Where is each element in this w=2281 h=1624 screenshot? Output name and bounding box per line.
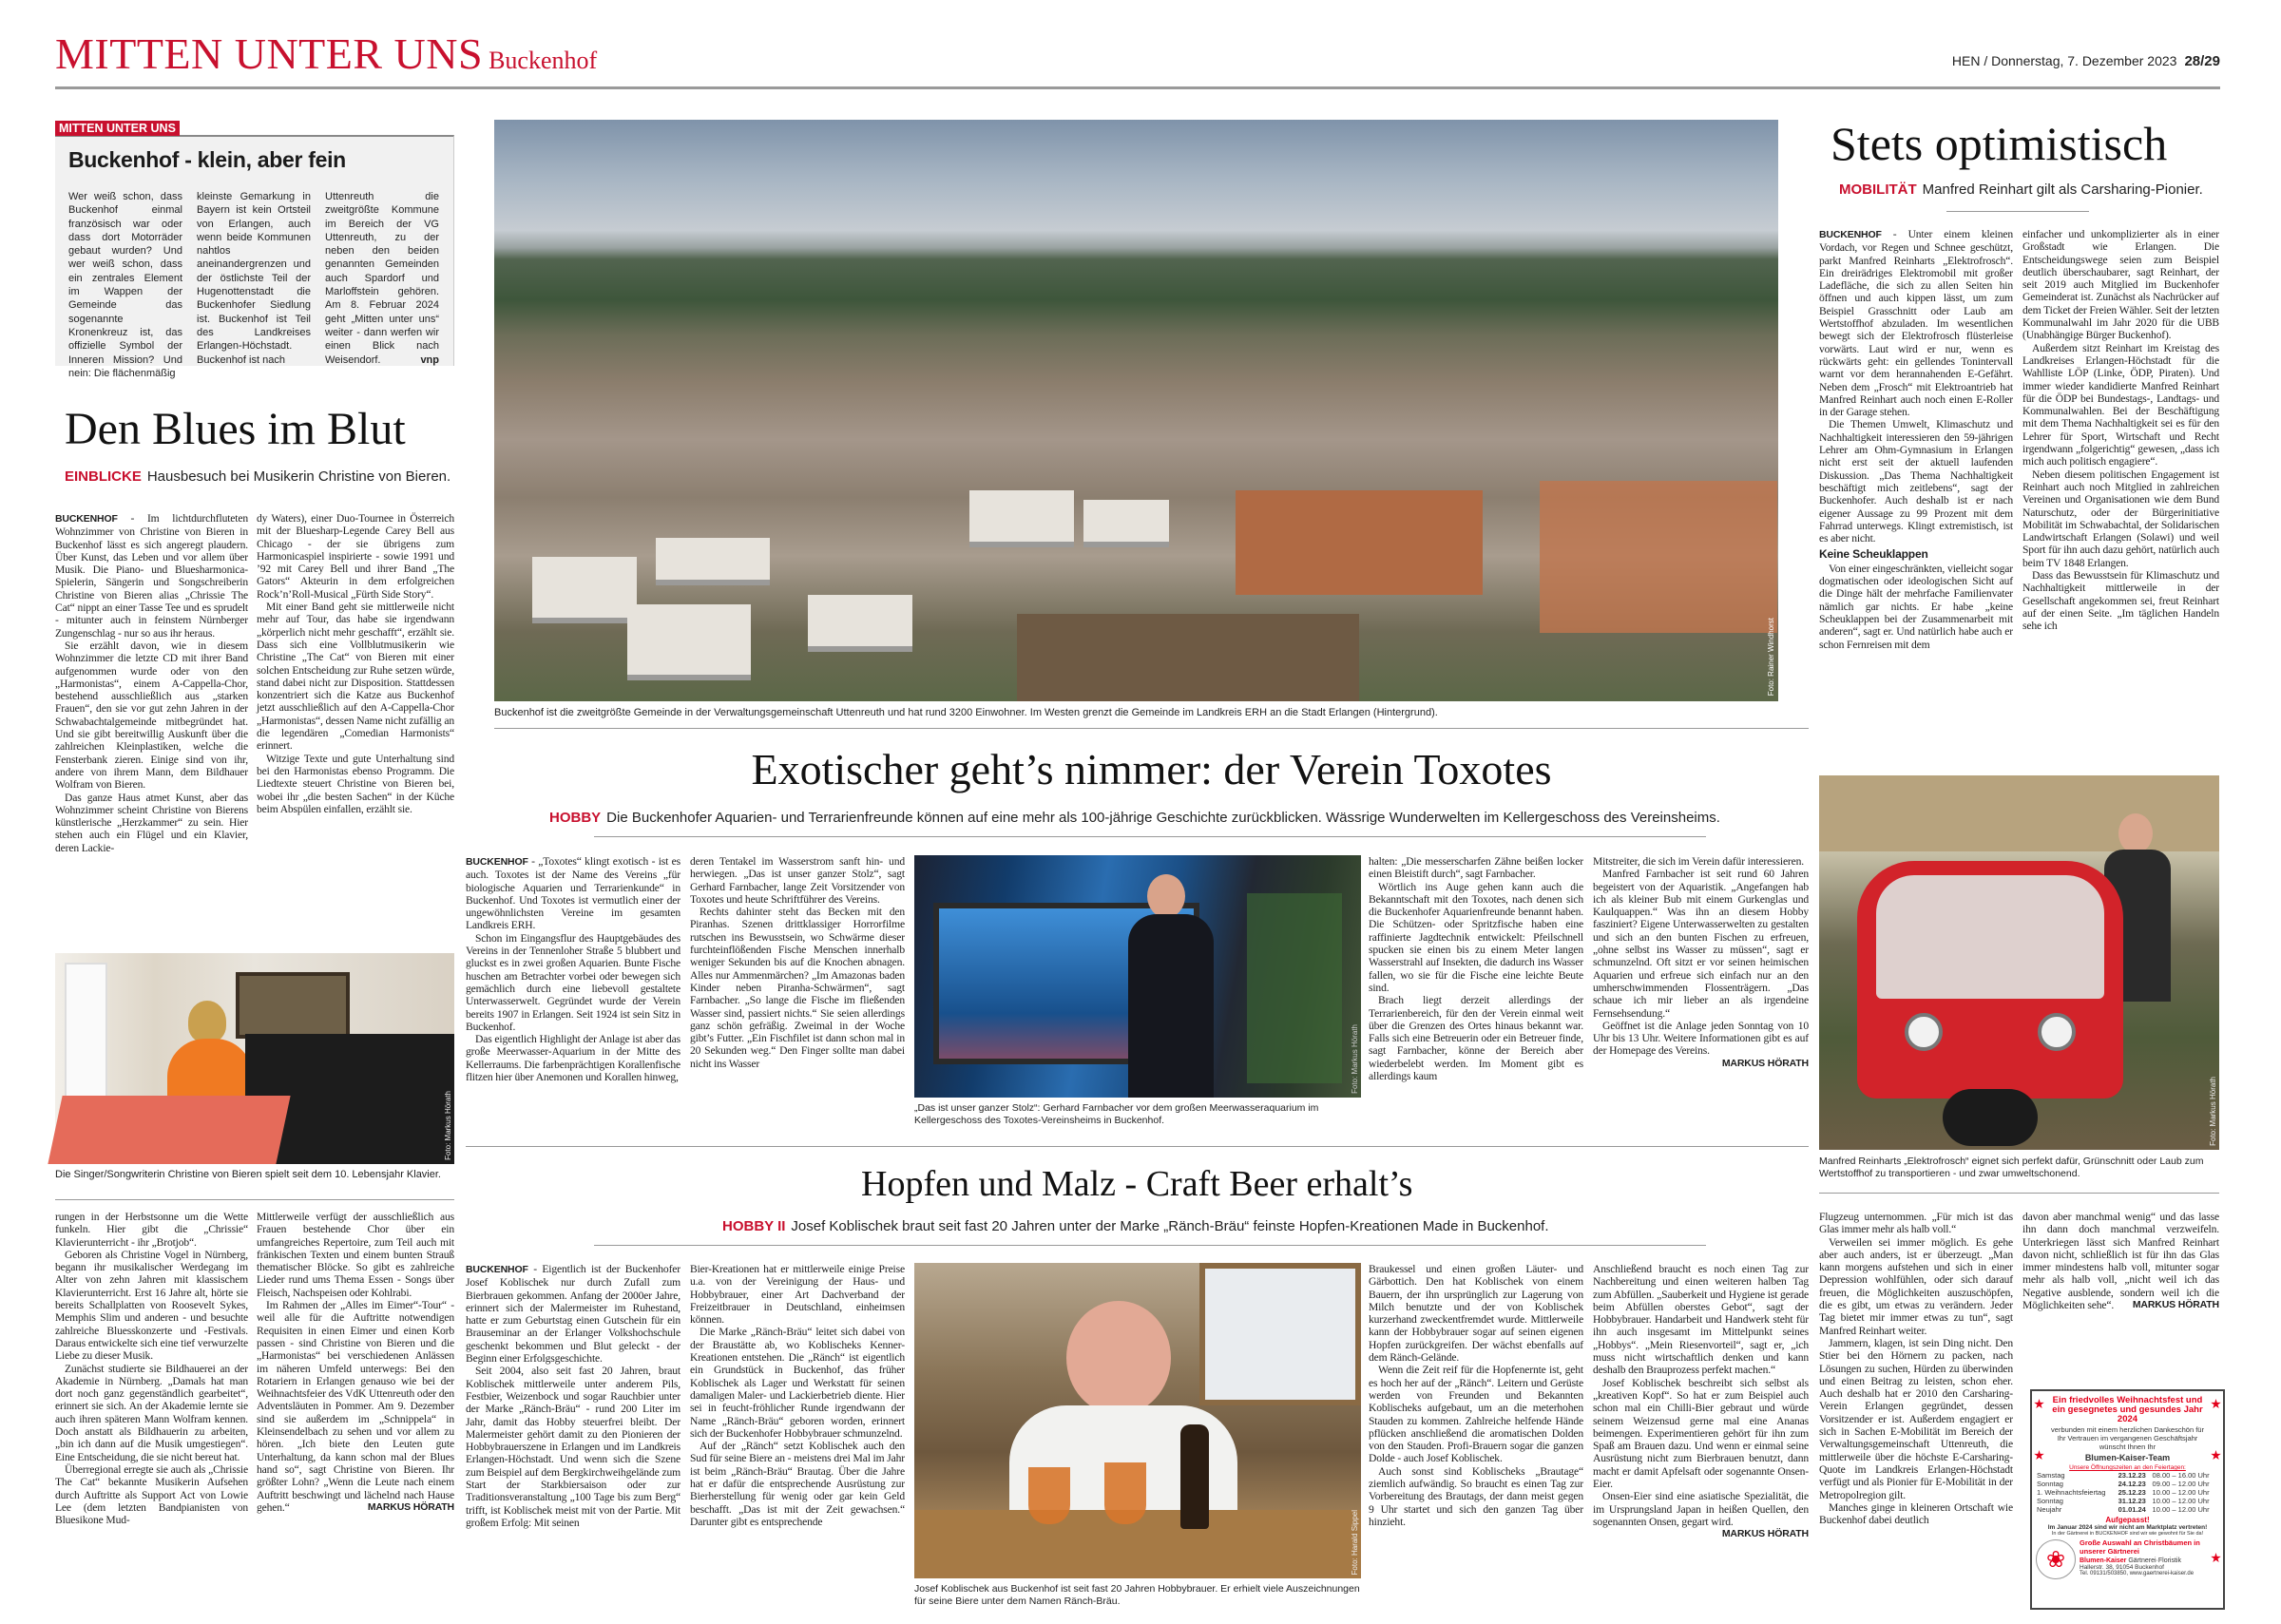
paragraph-text: Von einer eingeschränkten, vielleicht sogar dogmatischen oder ideologischen Sicht auf die Dinge hält der mehrfache Familienvater nämlich gar nichts. Er habe „keine Scheuklappen bei der Zusammenarbeit mit anderen“, sagt er. Und natürlich habe auch er schon Fernreisen mit dem	[1819, 562, 2013, 651]
paragraph	[690, 906, 905, 1070]
paragraph-text: Die Marke „Ränch-Bräu“ leitet sich dabei von der Braustätte ab, wo Koblischeks Kenner-Kreationen entstehen. Die „Ränch“ ist eigentlich ein Grundstück in Buckenhof, das früher Koblischek als Lager und Werkstatt für seinen damaligen Maler- und Lackierbetrieb diente. Hier sei in feucht-fröhlicher Runde irgendwann der Name „Ränch-Bräu“ geboren worden, erinnert sich der Buckenhofer Hobbybrauer schmunzelnd.	[690, 1326, 905, 1440]
paragraph	[55, 1463, 248, 1526]
paragraph-text: Flugzeug unternommen. „Für mich ist das Glas immer mehr als halb voll.“	[1819, 1211, 2013, 1236]
ad-notice2: In der Gärtnerei in BUCKENHOF sind wir wie gewohnt für Sie da!	[2051, 1531, 2204, 1537]
photo-credit: Foto: Harald Sippel	[1351, 1509, 1359, 1575]
paragraph-text: Witzige Texte und gute Unterhaltung sind bei den Harmonistas ebenso Programm. Die Liedtexte steuert Christine von Bieren bei, wobei ihr „die besten Sachen“ in der Küche beim Abspülen einfallen, erzählt sie.	[257, 752, 454, 815]
paragraph-text: Das eigentlich Highlight der Anlage ist aber das große Meerwasser-Aquarium in der Mitte des Kellerraums. Die farbenprächtigen Korallenfische flitzen hier über Anemonen und Korallen hinweg,	[466, 1033, 680, 1084]
paragraph-text: Manches ginge in kleineren Ortschaft wie Buckenhof dabei deutlich	[1819, 1500, 2013, 1527]
photo-credit: Foto: Markus Hörath	[444, 1091, 452, 1160]
subline: Die Buckenhofer Aquarien- und Terrarienfreunde können auf eine mehr als 100-jährige Geschichte zurückblicken. Wässrige Wunderwelten im Kellergeschoss des Vereinsheims.	[606, 810, 1720, 826]
divider	[1819, 1193, 2219, 1194]
article-column	[466, 855, 680, 1133]
subheading: Keine Scheuklappen	[1819, 547, 1928, 562]
article-column	[55, 1211, 248, 1610]
paragraph-text: Seit 2004, also seit fast 20 Jahren, braut Koblischek mittlerweile unter anderem Pils, Festbier, Weizenbock und sogar Rauchbier unter der Marke „Ränch-Bräu“ - rund 200 Liter im Jahr, damit das Hobby steuerfrei bleibt. Der Malermeister gehört damit zu den Pionieren der Hobbybrauerszene in Erlangen und im Landkreis Erlangen-Höchstadt. Und wenn sich die Szene zum Beispiel auf dem Bergkirchweihgelände zum Start der Starkbiersaison oder zur Traditionsveranstaltung „100 Tage bis zum Berg“ trifft, ist Koblischek meist mit von der Partie. Mit großem Erfolg: Mit seinen	[466, 1365, 680, 1529]
paragraph	[1819, 563, 2013, 651]
paragraph-text: Jammern, klagen, ist sein Ding nicht. Den Stier bei den Hörnern zu packen, nach Lösungen zu suchen, Hürden zu überwinden und einen Beitrag zu leisten, schon eher. Auch deshalb hat er 2010 den Carsharing-Verein Erlangen gegründet, dessen Vorsitzender er ist. Außerdem engagiert er sich in Sachen E-Mobilität im Bereich der Verwaltungsgemeinschaft Uttenreuth, die mittlerweile über die höchste E-Carsharing-Quote im Landkreis Erlangen-Höchstadt verfügt und als Pionier für E-Mobilität in der Metropolregion gilt.	[1819, 1336, 2013, 1501]
divider	[494, 728, 1809, 729]
paragraph-text: Bier-Kreationen hat er mittlerweile einige Preise u.a. von der Vereinigung der Haus- und Hobbybrauer, einer Art Dachverband der Freizeitbrauer in Deutschland, einheimsen können.	[690, 1263, 905, 1327]
paragraph-text: einfacher und unkomplizierter als in einer Großstadt wie Erlangen. Die Entscheidungswege seien zum Beispiel deutlich überschaubarer, sagt Reinhart, der seit 2019 auch Mitglied im Buckenhofer Gemeinderat ist. Zunächst als Nachrücker auf dem Ticket der Freien Wähler. Seit der letzten Kommunalwahl im Jahr 2020 für die UBB (Unabhängige Bürger Buckenhof).	[2022, 228, 2219, 342]
paragraph-text: Mit einer Band geht sie mittlerweile nicht mehr auf Tour, das habe sie irgendwann „körperlich nicht mehr geschafft“, erzählt sie. Dass sich eine Vollblutmusikerin wie Christine „The Cat“ von Bieren mit einer solchen Entscheidung zur Ruhe setzen würde, stand dabei nicht zur Disposition. Stattdessen konzentriert sich die Katze aus Buckenhof jetzt ausschließlich auf den A-Cappella-Chor „Harmonistas“, dessen Name nicht zufällig an die legendären „Comedian Harmonists“ erinnert.	[257, 601, 454, 753]
ad-hours-date: 23.12.23	[2118, 1471, 2146, 1480]
article-column	[257, 512, 454, 928]
paragraph-text: Die Themen Umwelt, Klimaschutz und Nachhaltigkeit interessieren den 59-jährigen Lehrer am Ohm-Gymnasium in Erlangen nicht erst seit der aktuell laufenden Diskussion. „Das Thema Nachhaltigkeit beschäftigt mich zeitlebens“, sagt der Buckenhofer. Auch deshalb ist er nach eigener Aussage zu 99 Prozent mit dem Fahrrad unterwegs. Klingt extremistisch, ist es aber nicht.	[1819, 418, 2013, 545]
paragraph-text: Außerdem sitzt Reinhart im Kreistag des Landkreises Erlangen-Höchstadt für die Wahlliste LÖP (Linke, ÖDP, Piraten). Und immer wieder kandidierte Manfred Reinhart für die ÖDP bei Bundestags-, Landtags- und Kommunalwahlen. Bei der Beschäftigung mit dem Thema Nachhaltigkeit sei es für den Lehrer für Sport, Wirtschaft und Recht irgendwann „folgerichtig“ gewesen, „dass ich mich auch politisch engagiere“.	[2022, 341, 2219, 468]
ad-brand: Blumen-Kaiser	[2080, 1557, 2127, 1564]
window	[1199, 1263, 1361, 1405]
rose-icon: ❀	[2045, 1546, 2066, 1573]
paragraph	[55, 1363, 248, 1463]
article-column	[55, 512, 248, 928]
paragraph	[1593, 868, 1809, 1020]
ad-brand-sub: Gärtnerei·Floristik	[2128, 1557, 2181, 1564]
paragraph-text: Geboren als Christine Vogel in Nürnberg, begann ihr musikalischer Werdegang im Alter von zehn Jahren mit klassischem Klavierunterricht. Erst 16 Jahre alt, hörte sie bereits Schallplatten von Roosevelt Sykes, Memphis Slim und anderen - und besuchte zahlreiche Bluesskonzerte und -Festivals. Daraus entwickelte sich eine tief verwurzelte Liebe zu dieser Musik.	[55, 1248, 248, 1363]
article-column	[690, 1263, 905, 1611]
beer-glass	[1104, 1462, 1146, 1524]
header-divider	[55, 86, 2220, 89]
info-box-col	[197, 190, 311, 366]
stets-subline	[1839, 182, 2203, 198]
paragraph	[55, 1249, 248, 1363]
red-roofs	[1540, 481, 1777, 633]
ad-offer: Große Auswahl an Christbäumen in unserer Gärtnerei	[2080, 1538, 2200, 1556]
paragraph	[1369, 1364, 1583, 1464]
paragraph	[2022, 342, 2219, 468]
toxotes-headline: Exotischer geht’s nimmer: der Verein Toxotes	[751, 745, 1552, 793]
paragraph	[1819, 1501, 2013, 1527]
paragraph	[2022, 1211, 2219, 1311]
paragraph-text: Zunächst studierte sie Bildhauerei an der Akademie in Nürnberg. „Damals hat man dort noch ganz gegenständlich gearbeitet“, erinnert sie sich. An der Akademie lernte sie auch ihren späteren Mann Wolfram kennen. Doch anstatt als Bildhauerin zu arbeiten, „bin ich dann auf die Musik umgestiegen“. Eine Entscheidung, die sie nicht bereut hat.	[55, 1362, 248, 1463]
paragraph	[55, 1211, 248, 1249]
hopfen-headline: Hopfen und Malz - Craft Beer erhalt’s	[861, 1164, 1413, 1204]
pink-tabletop	[48, 1096, 290, 1164]
building	[969, 490, 1074, 547]
red-roofs	[1236, 490, 1483, 595]
paragraph	[55, 512, 248, 640]
paragraph	[2022, 468, 2219, 569]
singer-caption: Die Singer/Songwriterin Christine von Bieren spielt seit dem 10. Lebensjahr Klavier.	[55, 1169, 441, 1180]
ad-hours-title: Unsere Öffnungszeiten an den Feiertagen:	[2069, 1464, 2186, 1471]
ad-hours-time: 10.00 – 12.00 Uhr	[2152, 1497, 2210, 1505]
ad-text: verbunden mit einem herzlichen Dankeschön für Ihr Vertrauen im vergangenen Geschäftsjahr wünscht Ihnen Ihr	[2051, 1425, 2204, 1451]
person-jacket	[1128, 914, 1214, 1098]
paragraph-text: Rechts dahinter steht das Becken mit den Piranhas. Szenen drittklassiger Horrorfilme rutschen ins Bewusstsein, wo Schwärme dieser furchteinflößenden Fische Menschen innerhalb weniger Sekunden bis auf die Knochen abnagen. Alles nur Ammenmärchen? „Im Amazonas baden Kinder neben Piranha-Schwärmen“, sagt Farnbacher. „So lange die Fische im fließenden Wasser sind, passiert nichts.“ Sie seien allerdings ganz schön gefräßig. Zweimal in der Woche gibt’s Futter. „Ein Fischfilet ist dann schon mal in 20 Sekunden weg.“ Den Finger sollte man dabei nicht ins Wasser	[690, 906, 905, 1070]
kicker: HOBBY	[549, 810, 602, 826]
info-text: Uttenreuth die zweitgrößte Kommune im Bereich der VG Uttenreuth, zu der neben den beiden genannten Gemeinden auch Spardorf und Marloffstein gehören. Am 8. Februar 2024 geht „Mitten unter uns“ weiter - dann werfen wir einen Blick nach Weisendorf.	[325, 191, 439, 366]
aerial-caption: Buckenhof ist die zweitgrößte Gemeinde in der Verwaltungsgemeinschaft Uttenreuth und hat rund 3200 Einwohner. Im Westen grenzt die Gemeinde im Landkreis ERH an die Stadt Erlangen (Hintergrund).	[494, 707, 1438, 718]
photo-credit: Foto: Rainer Windhorst	[1767, 617, 1775, 696]
kicker: EINBLICKE	[65, 468, 142, 485]
paragraph-text: Anschließend braucht es noch einen Tag zur Nachbereitung und einen weiteren halben Tag zum Abfüllen. „Sauberkeit und Hygiene ist gerade beim Abfüllen oberstes Gebot“, sagt der Hobbybrauer. Handarbeit und Handwerk steht für ihn auch insgesamt im Mittelpunkt seines „Hobbys“. „Mein Riesenvorteil“, sagt er, „ich muss nicht wirtschaftlich denken und kann deshalb den Brauprozess perfekt machen.“	[1593, 1263, 1809, 1377]
paragraph	[1593, 1377, 1809, 1491]
paragraph-text: Auf der „Ränch“ setzt Koblischek auch den Sud für seine Biere an - meistens drei Mal im Jahr ist beim „Ränch-Bräu“ Brautag. Über die Jahre hat er dafür die entsprechende Ausrüstung zur Bierherstellung für wenig oder gar kein Geld beschafft. „Das ist mit der Zeit gewachsen.“ Darunter gibt es entsprechende	[690, 1440, 905, 1528]
info-box-col	[325, 190, 439, 366]
dateline-location: BUCKENHOF	[55, 513, 118, 525]
ad-hours-time: 10.00 – 12.00 Uhr	[2152, 1488, 2210, 1497]
paragraph	[55, 640, 248, 792]
ad-notice: Im Januar 2024 sind wir nicht am Marktplatz vertreten!	[2047, 1524, 2208, 1531]
article-column	[2022, 228, 2219, 747]
paragraph	[1369, 994, 1583, 1082]
paragraph	[257, 1299, 454, 1514]
building	[656, 538, 770, 585]
ad-hours-date: 24.12.23	[2118, 1480, 2146, 1488]
elektrofrosch-photo	[1819, 775, 2219, 1150]
ad-hours-time: 08.00 – 16.00 Uhr	[2152, 1471, 2210, 1480]
divider	[466, 1146, 1809, 1147]
byline: MARKUS HÖRATH	[1721, 1057, 1809, 1069]
ad-hours-time: 10.00 – 12.00 Uhr	[2152, 1505, 2210, 1514]
paragraph	[1593, 1019, 1809, 1069]
byline: MARKUS HÖRATH	[367, 1500, 454, 1513]
paragraph	[2022, 569, 2219, 632]
info-text: Wer weiß schon, dass Buckenhof einmal französisch war oder dass dort Motorräder gebaut wurden? Und wer weiß schon, dass ein zentrales Element im Wappen der Gemeinde das sogenannte Kronenkreuz ist, das offizielle Symbol der Inneren Mission? Und nein: Die flächenmäßig	[68, 191, 182, 379]
windshield	[1876, 875, 2104, 999]
paragraph-text: Manfred Farnbacher ist seit rund 60 Jahren begeistert von der Aquaristik. „Angefangen hab ich als kleiner Bub mit einem Gurkenglas und Kaulquappen.“ Was ihn an diesem Hobby fasziniert? Eigene Unterwasserwelten zu gestalten und sich an den bunten Fischen zu erfreuen, „ohne selbst ins Wasser zu müssen“, sagt er schmunzelnd. Oft sitzt er vor seinen heimischen Aquarien und erfreue sich einfach nur an den umherschwimmenden Flossenträgern. „Das schaue ich mir lieber an als irgendeine Fernsehsendung.“	[1593, 868, 1809, 1020]
subline: Manfred Reinhart gilt als Carsharing-Pionier.	[1922, 182, 2203, 198]
photo-credit: Foto: Markus Hörath	[2209, 1077, 2217, 1146]
ad-hours-row	[2036, 1471, 2219, 1480]
paragraph	[466, 1263, 680, 1365]
page-numbers: 28/29	[2184, 53, 2220, 69]
section-title: MITTEN UNTER UNS	[55, 29, 484, 78]
aquarium-caption: „Das ist unser ganzer Stolz“: Gerhard Farnbacher vor dem großen Meerwasseraquarium im Kellergeschoss des Toxotes-Vereinsheims in Buckenhof.	[914, 1102, 1319, 1126]
paragraph	[1369, 1263, 1583, 1364]
paragraph	[1369, 855, 1583, 881]
info-text: kleinste Gemarkung in Bayern ist kein Ortsteil von Erlangen, auch wenn beide Kommunen nahtlos aneinandergrenzen und der östlichste Teil der Hugenottenstadt die Buckenhofer Siedlung ist. Buckenhof ist Teil des Landkreises Erlangen-Höchstadt. Buckenhof ist nach	[197, 191, 311, 366]
ad-hours-row	[2036, 1488, 2219, 1497]
byline: MARKUS HÖRATH	[1721, 1528, 1809, 1540]
divider	[594, 836, 1706, 837]
dateline	[1952, 53, 2220, 69]
rose-logo	[2036, 1539, 2076, 1579]
paragraph-text: - Eigentlich ist der Buckenhofer Josef Koblischek nur durch Zufall zum Bierbrauen gekommen. Anfang der 2000er Jahre, erinnert sich der Malermeister im Ruhestand, hatte er zum Geburtstag einen Gutschein für ein Brauseminar an der Erlanger Volkshochschule geschenkt bekommen und Blut geleckt - der Beginn einer Erfolgsgeschichte.	[466, 1263, 680, 1366]
info-box-title: Buckenhof - klein, aber fein	[68, 147, 346, 172]
subline: Josef Koblischek braut seit fast 20 Jahren unter der Marke „Ränch-Bräu“ feinste Hopfen-Kreationen Made in Buckenhof.	[791, 1218, 1549, 1234]
singer-photo	[55, 953, 454, 1164]
paragraph	[257, 512, 454, 601]
subline: Hausbesuch bei Musikerin Christine von Bieren.	[146, 468, 451, 485]
dateline-location: BUCKENHOF	[466, 1264, 528, 1275]
headlight	[2038, 1013, 2076, 1051]
photo-credit: Foto: Markus Hörath	[1351, 1024, 1359, 1094]
info-box-col	[68, 190, 182, 379]
brewer-photo	[914, 1263, 1361, 1578]
plant-tank	[1247, 893, 1342, 1083]
ad-hours-row	[2036, 1480, 2219, 1488]
paragraph-text: - „Toxotes“ klingt exotisch - ist es auch. Toxotes ist der Name des Vereins „für biologische Aquarien und Terrarienkunde“ in Buckenhof. Und Toxotes ist vermutlich einer der ungewöhnlichsten Vereine im gesamten Landkreis ERH.	[466, 855, 680, 932]
kicker: MOBILITÄT	[1839, 182, 1917, 198]
article-column	[1593, 855, 1809, 1133]
ad-hours-date: 25.12.23	[2118, 1488, 2146, 1497]
paragraph-text: Brach liegt derzeit allerdings der Terrarienbereich, für den der Verein einmal weit über die Grenzen des Ortes hinaus bekannt war. Falls sich eine Betreuerin oder ein Betreuer finde, sagt Farnbacher, könne der Bereich aber wiederbelebt werden. Im Moment gibt es allerdings kaum	[1369, 994, 1583, 1083]
paragraph	[2022, 228, 2219, 342]
ad-hours-date: 31.12.23	[2118, 1497, 2146, 1505]
ad-hours-day: Sonntag	[2037, 1497, 2063, 1505]
paragraph	[55, 792, 248, 854]
elektrofrosch-caption: Manfred Reinharts „Elektrofrosch“ eignet sich perfekt dafür, Grünschnitt oder Laub zum Wertstoffhof zu transportieren - und zwar umweltschonend.	[1819, 1156, 2204, 1179]
paragraph-text: deren Tentakel im Wasserstrom sanft hin- und herwiegen. „Das ist unser ganzer Stolz“, sagt Gerhard Farnbacher, lange Zeit Vorsitzender von Toxotes und heute Schriftführer des Vereins.	[690, 855, 905, 906]
paragraph	[257, 1211, 454, 1299]
ad-hours-day: 1. Weihnachtsfeiertag	[2037, 1488, 2106, 1497]
section-masthead	[55, 29, 597, 79]
hopfen-subline	[722, 1218, 1549, 1234]
article-column	[1369, 855, 1583, 1133]
aerial-photo-buckenhof	[494, 120, 1778, 701]
paragraph	[1819, 228, 2013, 418]
ad-contact: Tel. 09131/503850, www.gaertnerei-kaiser.de	[2080, 1571, 2195, 1576]
paragraph-text: davon aber manchmal wenig“ und das lasse ihn dann doch manchmal verzweifeln. Unterkriegen lässt sich Manfred Reinhart davon nicht, schließlich ist für ihn das Glas immer mindestens halb voll, mitunter sogar mehr als halb voll, „nicht weil ich das Negative ausblende, sondern weil ich die Möglichkeiten sehe“.	[2022, 1211, 2219, 1312]
painting	[236, 972, 350, 1039]
blumen-kaiser-advertisement[interactable]	[2030, 1389, 2225, 1610]
paragraph	[1369, 881, 1583, 995]
paragraph-text: Dass das Bewusstsein für Klimaschutz und Nachhaltigkeit mittlerweile in der Gesellschaft angekommen sei, freut Reinhart auf der einen Seite. „Im täglichen Handeln sehe ich	[2022, 569, 2219, 633]
kicker: HOBBY II	[722, 1218, 786, 1234]
article-column	[1593, 1263, 1809, 1611]
ad-hours-day: Sonntag	[2037, 1480, 2063, 1488]
ad-notice-title: Aufgepasst!	[2105, 1516, 2150, 1524]
article-column	[2022, 1211, 2219, 1382]
paragraph	[690, 1326, 905, 1440]
ad-hours-day: Neujahr	[2037, 1505, 2062, 1514]
paragraph-text: - Im lichtdurchfluteten Wohnzimmer von Christine von Bieren in Buckenhof lässt es sich angeregt plaudern. Über Kunst, das Leben und vor allem über Musik. Die Piano- und Bluesharmonica-Spielerin, Sängerin und Songschreiberin Christine von Bieren alias „Chrissie The Cat“ nippt an einer Tasse Tee und es sprudelt - mitunter auch in feinstem Nürnberger Zungenschlag - nur so aus ihr heraus.	[55, 512, 248, 640]
stets-headline: Stets optimistisch	[1831, 117, 2168, 170]
building	[627, 604, 751, 680]
paragraph	[1369, 1465, 1583, 1528]
paragraph-text: Im Rahmen der „Alles im Eimer“-Tour“ - weil alle für die Auftritte notwendigen Requisiten in einen Eimer und einen Korb passen - sind Christine von Bieren und die „Harmonistas“ bei verschiedenen Anlässen im näheren Umfeld unterwegs: Bei den Rotariern in Erlangen genauso wie bei der Weihnachtsfeier des VdK Uttenreuth oder den Adventsläuten in Pommer. Am 9. Dezember sind sie außerdem im „Schnippela“ in Kleinsendelbach zu sehen und vor allem zu hören. „Ich biete den Leuten gute Unterhaltung, da kann schon mal der Blues hand so“, sagt Christine von Bieren. Ihr größter Lohn? „Wenn die Leute nach einem Auftritt beschwingt und lächelnd nach Hause gehen.“	[257, 1299, 454, 1514]
paragraph-text: Sie erzählt davon, wie in diesem Wohnzimmer die letzte CD mit ihrer Band aufgenommen wurde oder von den „Harmonistas“, einem A-Cappella-Chor, bestehend ausschließlich aus „starken Frauen“, den sie vor gut zehn Jahren in der Schwabachtalgemeinde mitbegründet hat. Und sie gibt bereitwillig Auskunft über die zahlreichen Kleinplastiken, welche die Fensterbank zieren. Einige sind von ihr, andere von ihrem Mann, dem Bildhauer Wolfram von Bieren.	[55, 639, 248, 792]
paragraph	[257, 753, 454, 815]
ad-headline: Ein friedvolles Weihnachtsfest und ein gesegnetes und gesundes Jahr 2024	[2052, 1395, 2203, 1424]
divider	[1946, 211, 2089, 212]
paragraph	[466, 855, 680, 932]
building	[532, 557, 637, 623]
headlight	[1905, 1013, 1943, 1051]
article-column	[1819, 1211, 2013, 1610]
paragraph-text: Braukessel und einen großen Läuter- und Gärbottich. Den hat Koblischek von einem Bauern, der ihn ursprünglich zur Lagerung von Milch benutzte und der von Koblischek kurzerhand zweckentfremdet wurde. Mittlerweile kann der Hobbybrauer sogar auf seinen eigenen Hopfen zurückgreifen. Der wächst ebenfalls auf dem Ränch-Gelände.	[1369, 1263, 1583, 1365]
article-column	[466, 1263, 680, 1611]
paragraph-text: Mitstreiter, die sich im Verein dafür interessieren.	[1593, 855, 1805, 868]
paragraph-text: Schon im Eingangsflur des Hauptgebäudes des Vereins in der Tennenloher Straße 5 blubbert und gluckst es in zwei großen Aquarien. Bunte Fische huschen am Betrachter vorbei oder bewegen sich gemächlich durch eine liebevoll gestaltete Unterwasserwelt. Gegründet wurde der Verein bereits 1907 in Erlangen. Seit 1924 ist sein Sitz in Buckenhof.	[466, 931, 680, 1033]
paragraph	[1593, 1263, 1809, 1377]
article-column	[690, 855, 905, 1133]
paragraph-text: Onsen-Eier sind eine asiatische Spezialität, die im Ursprungsland Japan in heißen Quellen, den sogenannten Onsen, gegart wird.	[1593, 1490, 1809, 1528]
wheel	[1943, 1089, 2038, 1146]
ad-hours-day: Samstag	[2037, 1471, 2065, 1480]
paragraph	[690, 1440, 905, 1528]
paragraph	[466, 1033, 680, 1083]
paragraph-text: Das ganze Haus atmet Kunst, aber das Wohnzimmer scheint Christine von Bierens künstlerische „Herzkammer“ zu sein. Hier stehen auch ein Flügel und ein Klavier, deren Lackie-	[55, 791, 248, 854]
field	[1017, 614, 1359, 701]
byline: vnp	[420, 353, 439, 366]
roof	[1819, 775, 2219, 851]
paragraph-text: Wörtlich ins Auge gehen kann auch die Bekanntschaft mit den Toxotes, nach denen sich die Buckenhofer Aquarienfreunde benannt haben. Die Schützen- oder Spritzfische haben eine raffinierte Jagdtechnik entwickelt: Pfeilschnell spucken sie einen bis zu einem Meter langen Wasserstrahl auf Insekten, die dadurch ins Wasser fallen, wo sie für die Fische eine leichte Beute sind.	[1369, 880, 1583, 994]
aquarium-photo	[914, 855, 1361, 1098]
paragraph-text: - Unter einem kleinen Vordach, vor Regen und Schnee geschützt, parkt Manfred Reinharts „Elektrofrosch“. Ein dreirädriges Elektromobil mit großer Ladefläche, die sich zu allen Seiten hin öffnen und auch kippen lässt, um zum Beispiel Grasschnitt oder Laub am Wertstoffhof abzuladen. Im wesentlichen bewegt sich der Elektrofrosch flüsterleise vorwärts. Laut wird er nur, wenn es rückwärts geht: ein gellendes Tonintervall warnt vor dem herannahenden E-Gefährt. Neben dem „Frosch“ mit Elektroantrieb hat Manfred Reinhart auch noch einen E-Roller in der Garage stehen.	[1819, 228, 2013, 419]
person-head	[1066, 1301, 1171, 1415]
paragraph	[1819, 1337, 2013, 1501]
article-column	[257, 1211, 454, 1610]
person-head	[1147, 874, 1185, 918]
ad-hours-row	[2036, 1497, 2219, 1505]
ad-hours-row	[2036, 1505, 2219, 1514]
byline: MARKUS HÖRATH	[2132, 1299, 2219, 1311]
paragraph-text: rungen in der Herbstsonne um die Wette funkeln. Hier gibt die „Chrissie“ Klavierunterricht - ihr „Brotjob“.	[55, 1211, 248, 1249]
toxotes-subline	[549, 810, 1720, 826]
ad-hours-date: 01.01.24	[2118, 1505, 2146, 1514]
person-head	[2118, 813, 2153, 853]
paragraph	[1593, 1490, 1809, 1540]
paragraph	[690, 1263, 905, 1326]
article-column	[1819, 228, 2013, 747]
beer-bottle	[1180, 1424, 1209, 1529]
paragraph-text: Neben diesem politischen Engagement ist Reinhart auch noch Mitglied in zahlreichen Vereinen und Organisationen wie dem Bund Naturschutz, oder der Bürgerinitiative Mobilität im Schwabachtal, der Solidarischen Landwirtschaft Erlangen (Solawi) und weil Sport für ihn auch dazu gehört, natürlich auch beim TV 1848 Erlangen.	[2022, 468, 2219, 569]
ad-hours-time: 09.00 – 12.00 Uhr	[2152, 1480, 2210, 1488]
info-box-tag: MITTEN UNTER UNS	[55, 121, 180, 136]
ad-address: Hallerstr. 38, 91054 Buckenhof	[2080, 1564, 2164, 1571]
dateline-location: BUCKENHOF	[1819, 229, 1882, 240]
ad-team: Blumen-Kaiser-Team	[2084, 1453, 2171, 1462]
ad-hours-table	[2036, 1471, 2219, 1514]
issue-date: HEN / Donnerstag, 7. Dezember 2023	[1951, 53, 2177, 68]
paragraph	[1593, 855, 1809, 868]
paragraph	[1819, 1211, 2013, 1236]
paragraph-text: Überregional erregte sie auch als „Chrissie The Cat“ bekannte Musikerin Aufsehen durch Auftritte als Support Act von Lowie Lee (dem letzten Bandpianisten von Bluesikone Mud-	[55, 1462, 248, 1527]
paragraph	[1819, 418, 2013, 545]
blues-headline: Den Blues im Blut	[65, 404, 406, 454]
brewer-caption: Josef Koblischek aus Buckenhof ist seit fast 20 Jahren Hobbybrauer. Er erhielt viele Auszeichnungen für seine Biere unter dem Namen Ränch-Bräu.	[914, 1583, 1360, 1607]
paragraph	[257, 601, 454, 753]
divider	[55, 1199, 454, 1200]
paragraph-text: Mittlerweile verfügt der ausschließlich aus Frauen bestehende Chor über ein umfangreiches Repertoire, zum Teil auch mit fränkischen Texten und einem bunten Strauß thematischer Blöcke. So gibt es zahlreiche Lieder rund ums Thema Essen - Songs über Fleisch, Nachspeisen oder Kohlrabi.	[257, 1211, 454, 1299]
building	[1083, 500, 1169, 547]
divider	[594, 1245, 1706, 1246]
paragraph-text: Auch sonst sind Koblischeks „Brautage“ ziemlich aufwändig. So braucht es einen Tag zur Vorbereitung des Brautags, der dann meist gegen 9 Uhr startet und sich den ganzen Tag über hinzieht.	[1369, 1464, 1583, 1528]
building	[808, 595, 912, 652]
paragraph	[1819, 1236, 2013, 1337]
paragraph-text: dy Waters), einer Duo-Tournee in Österreich mit der Bluesharp-Legende Carey Bell aus Chicago - der sie übrigens zum Harmonicaspiel inspirierte - sowie 1991 und ’92 mit Carey Bell und ihrer Band „The Gators“ Akteurin in dem erfolgreichen Rock’n’Roll-Musical „Fürth Side Story“.	[257, 512, 454, 601]
paragraph-text: Geöffnet ist die Anlage jeden Sonntag von 10 Uhr bis 13 Uhr. Weitere Informationen gibt es auf der Homepage des Vereins.	[1593, 1019, 1809, 1058]
paragraph	[466, 932, 680, 1033]
paragraph-text: Verweilen sei immer möglich. Es gehe aber auch anders, ist er überzeugt. „Man kann morgens aufstehen und sich in einer Depression wohlfühlen, oder sich darauf freuen, die Möglichkeiten auszuschöpfen, die es gibt, um etwas zu verändern. Jeder Tag bietet mir immer etwas zu tun“, sagt Manfred Reinhart weiter.	[1819, 1235, 2013, 1337]
paragraph-text: halten: „Die messerscharfen Zähne beißen locker einen Bleistift durch“, sagt Farnbacher.	[1369, 855, 1583, 881]
paragraph-text: Wenn die Zeit reif für die Hopfenernte ist, geht es hoch her auf der „Ränch“. Leitern und Gerüste werden von Freunden und Bekannten Koblischeks aufgebaut, um an die meterhohen Stauden zu kommen. Zahlreiche helfende Hände pflücken anschließend die aromatischen Dolden von den Stauden. Profi-Brauern sogar die ganzen Dolde - auch Josef Koblischek.	[1369, 1364, 1583, 1465]
article-column	[1369, 1263, 1583, 1611]
beer-glass	[1028, 1467, 1070, 1524]
paragraph-text: Josef Koblischek beschreibt sich selbst als „kreativen Kopf“. So hat er zum Beispiel auch schon mal ein Chilli-Bier gebraut und würde seinem Weizensud gerne mal eine Ananas beimengen. Experimentieren gehört für ihn zum Spaß am Brauen dazu. Und wenn er einmal seine Ausrüstung nicht zum Bierbrauen benutzt, dann macht er damit Apfelsaft oder sogenannte Onsen-Eier.	[1593, 1376, 1809, 1491]
dateline-location: BUCKENHOF	[466, 856, 528, 868]
blues-subline	[65, 468, 450, 485]
paragraph	[690, 855, 905, 906]
paragraph	[466, 1365, 680, 1529]
person-head	[188, 1001, 226, 1042]
locality-title: Buckenhof	[489, 47, 598, 74]
